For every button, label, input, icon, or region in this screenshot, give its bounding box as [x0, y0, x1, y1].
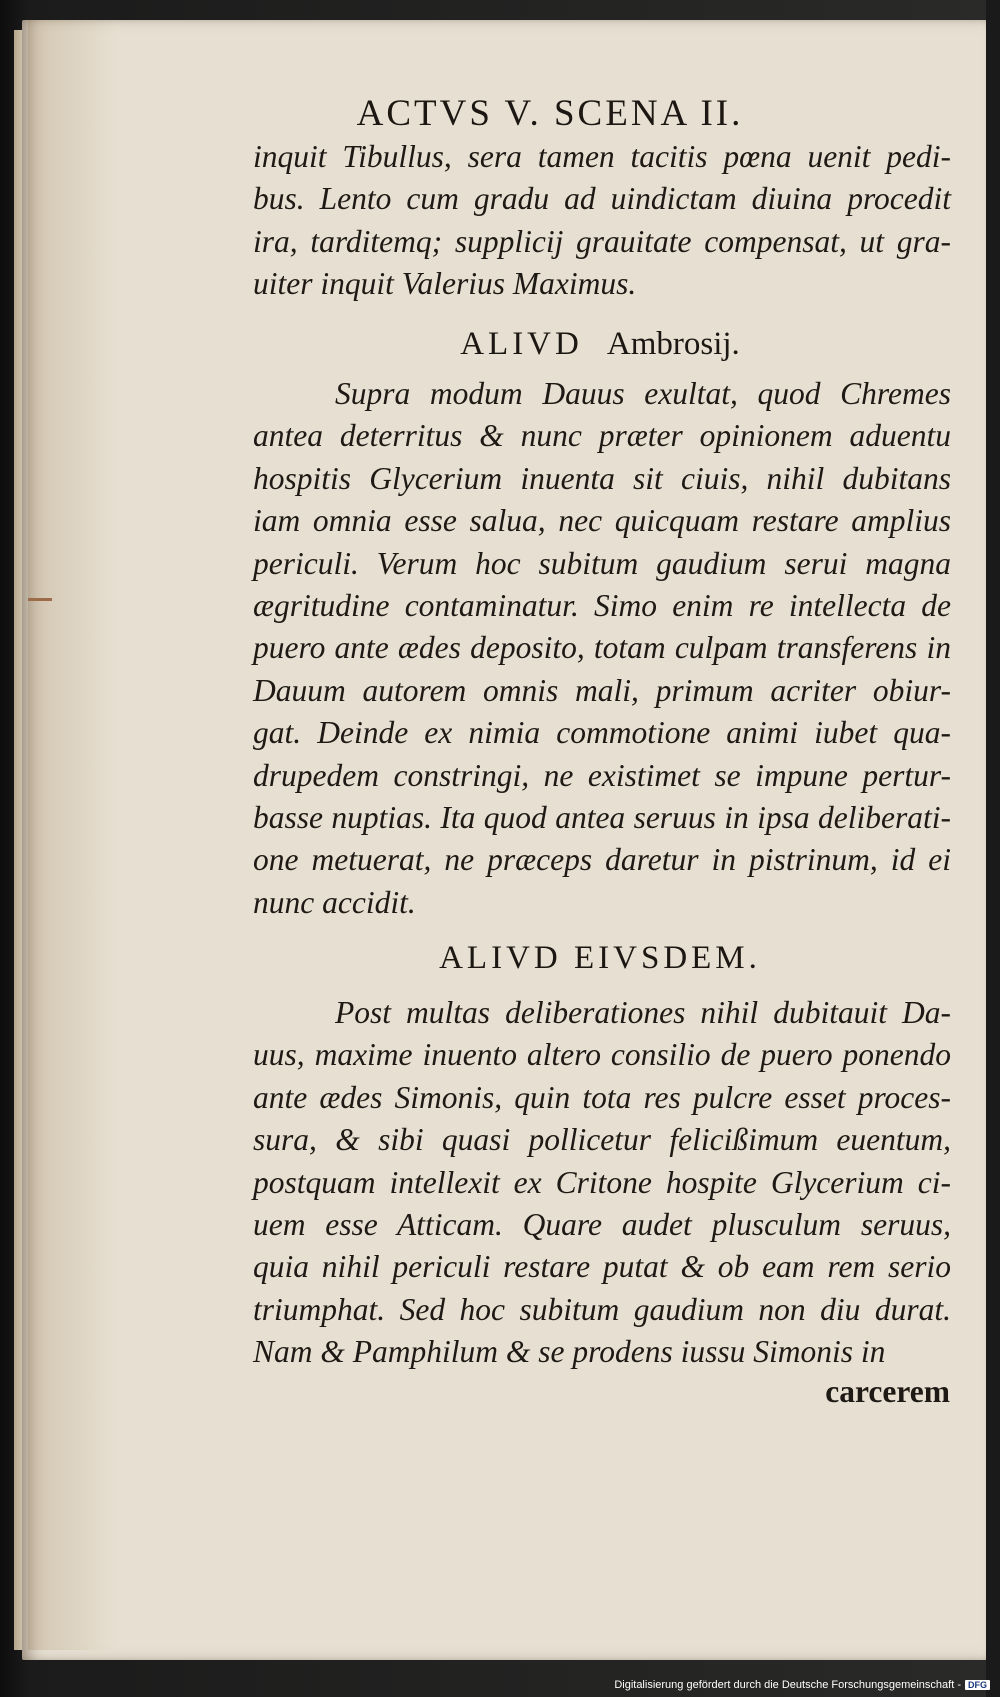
- right-border: [986, 0, 1000, 1697]
- text-line: one metuerat, ne præceps daretur in pistrinum, id ei: [253, 842, 951, 878]
- text-line: periculi. Verum hoc subitum gaudium serui magna: [253, 545, 951, 581]
- text-line: puero ante ædes deposito, totam culpam transferens in: [253, 630, 951, 666]
- section-heading-name: Ambrosij.: [606, 326, 740, 362]
- section-heading-alivd-ambrosij: [250, 326, 950, 363]
- text-line: quia nihil periculi restare putat & ob eam rem serio: [253, 1249, 951, 1285]
- text-line: inquit Tibullus, sera tamen tacitis pœna uenit pedi-: [253, 139, 951, 174]
- running-head: ACTVS V. SCENA II.: [356, 93, 744, 134]
- text-block-1: [253, 136, 951, 306]
- text-line: uus, maxime inuento altero consilio de puero ponendo: [253, 1037, 951, 1073]
- text-line: postquam intellexit ex Critone hospite Glycerium ci-: [253, 1164, 951, 1200]
- text-line: uiter inquit Valerius Maximus.: [253, 266, 637, 302]
- text-line: gat. Deinde ex nimia commotione animi iubet qua-: [253, 715, 951, 751]
- text-line: iam omnia esse salua, nec quicquam restare amplius: [253, 503, 951, 539]
- text-line: basse nuptias. Ita quod antea seruus in ipsa deliberati-: [253, 799, 951, 835]
- text-line: ante ædes Simonis, quin tota res pulcre esset proces-: [253, 1079, 951, 1115]
- dfg-logo: DFG: [965, 1680, 990, 1690]
- text-line: hospitis Glycerium inuenta sit ciuis, nihil dubitans: [253, 460, 951, 496]
- text-line: antea deterritus & nunc præter opinionem aduentu: [253, 418, 951, 454]
- text-line: triumphat. Sed hoc subitum gaudium non diu durat.: [253, 1291, 951, 1327]
- credit-text: Digitalisierung gefördert durch die Deutsche Forschungsgemeinschaft -: [614, 1679, 961, 1691]
- text-block-2: [253, 373, 951, 924]
- text-line: bus. Lento cum gradu ad uindictam diuina procedit: [253, 181, 951, 217]
- text-block-3: [253, 992, 951, 1374]
- text-line: Post multas deliberationes nihil dubitauit Da-: [335, 995, 951, 1030]
- digitization-credit: [614, 1679, 990, 1691]
- text-line: sura, & sibi quasi pollicetur felicißimum euentum,: [253, 1122, 951, 1158]
- text-line: uem esse Atticam. Quare audet plusculum seruus,: [253, 1206, 951, 1242]
- text-line: nunc accidit.: [253, 884, 416, 920]
- text-line: Nam & Pamphilum & se prodens iussu Simonis in: [253, 1334, 886, 1370]
- page-mark: [28, 598, 52, 601]
- catchword: carcerem: [825, 1374, 950, 1409]
- text-line: Supra modum Dauus exultat, quod Chremes: [335, 376, 951, 411]
- section-heading-caps: ALIVD: [460, 326, 583, 362]
- text-line: ira, tarditemq; supplicij grauitate compensat, ut gra-: [253, 223, 951, 259]
- gutter-shadow: [28, 20, 118, 1650]
- text-line: ægritudine contaminatur. Simo enim re intellecta de: [253, 587, 951, 623]
- section-heading-alivd-eivsdem: ALIVD EIVSDEM.: [439, 940, 761, 976]
- text-line: Dauum autorem omnis mali, primum acriter obiur-: [253, 672, 951, 708]
- text-line: drupedem constringi, ne existimet se impune pertur-: [253, 757, 951, 793]
